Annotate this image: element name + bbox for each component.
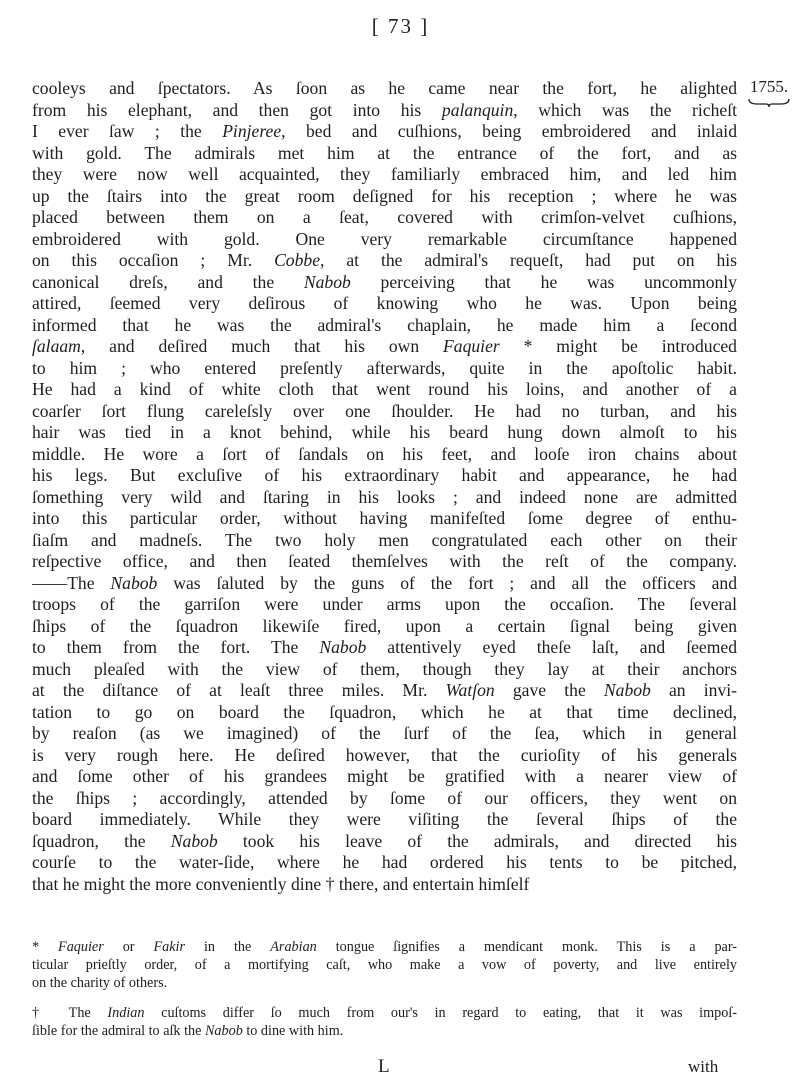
italic-text: Arabian — [270, 939, 317, 955]
text-run: was ſaluted by the guns of the fort ; and all the officers and — [157, 572, 737, 593]
italic-text: Pinjeree — [222, 121, 282, 141]
body-line — [32, 594, 737, 616]
signature-mark: L — [378, 1056, 390, 1077]
text-run: He had a kind of white cloth that went round his loins, and another of a — [32, 379, 737, 399]
body-line — [32, 143, 737, 165]
text-run: ſquadron, the — [32, 830, 171, 851]
body-line — [32, 788, 737, 810]
text-run: canonical dreſs, and the — [32, 271, 304, 292]
text-run: attentively eyed theſe laſt, and ſeemed — [366, 637, 737, 657]
body-line — [32, 186, 737, 208]
text-run: , and deſired much that his own — [80, 336, 444, 356]
footnote-line — [32, 938, 737, 956]
text-run: took his leave of the admirals, and directed his — [217, 830, 737, 851]
text-run: † The — [32, 1005, 108, 1021]
body-line — [32, 293, 737, 315]
footnote-line — [32, 956, 737, 974]
body-line — [32, 487, 737, 509]
body-line — [32, 444, 737, 466]
body-line — [32, 164, 737, 186]
italic-text: Fakir — [153, 939, 186, 955]
text-run: at the diſtance of at leaſt three miles. Mr. — [32, 680, 446, 700]
text-run: ſhips of the ſquadron likewiſe fired, upon a certain ſignal being given — [32, 615, 737, 636]
page-number: [ 73 ] — [371, 14, 430, 38]
text-run: or — [103, 939, 154, 955]
footnote-line — [32, 1004, 737, 1022]
text-run: perceiving that he was uncommonly — [350, 271, 737, 292]
brace-icon — [747, 98, 791, 108]
body-line — [32, 616, 737, 638]
italic-text: Nabob — [110, 572, 158, 593]
text-run: ——The — [32, 572, 111, 593]
body-line — [32, 573, 737, 595]
body-line — [32, 315, 737, 337]
footnote — [32, 1004, 737, 1040]
body-line — [32, 250, 737, 272]
body-line — [32, 422, 737, 444]
body-line — [32, 379, 737, 401]
text-run: , at the admiral's requeſt, had put on his — [320, 250, 737, 270]
text-run: board immediately. While they were viſiting the ſeveral ſhips of the — [32, 809, 737, 829]
body-line — [32, 874, 737, 896]
text-run: on this occaſion ; Mr. — [32, 250, 275, 270]
text-run: middle. He wore a ſort of ſandals on his feet, and looſe iron chains about — [32, 443, 737, 464]
text-run: they were now well acquainted, they familiarly embraced him, and led him — [32, 164, 737, 184]
text-run: ſible for the admiral to aſk the — [32, 1023, 205, 1039]
text-run: gave the — [494, 680, 604, 700]
text-run: * — [32, 939, 59, 955]
text-run: from his elephant, and then got into his — [32, 99, 442, 120]
text-run: cooleys and ſpectators. As ſoon as he came near the fort, he alighted — [32, 78, 737, 98]
body-line — [32, 659, 737, 681]
text-run: embroidered with gold. One very remarkable circumſtance happened — [32, 228, 737, 249]
italic-text: palanquin — [441, 99, 514, 120]
footnotes — [32, 938, 737, 1040]
body-line — [32, 745, 737, 767]
body-line — [32, 852, 737, 874]
body-line — [32, 272, 737, 294]
text-run: * might be introduced — [499, 336, 737, 356]
italic-text: Nabob — [204, 1023, 243, 1039]
body-line — [32, 100, 737, 122]
italic-text: Faquier — [58, 939, 104, 955]
text-run: cuſtoms differ ſo much from our's in regard to eating, that it was impoſ- — [144, 1005, 737, 1021]
text-run: on the charity of others. — [32, 975, 168, 991]
body-line — [32, 207, 737, 229]
text-run: to him ; who entered preſently afterwards, quite in the apoſtolic habit. — [32, 357, 737, 378]
body-line — [32, 831, 737, 853]
body-line — [32, 530, 737, 552]
text-run: troops of the garriſon were under arms upon the occaſion. The ſeveral — [32, 594, 737, 614]
text-run: placed between them on a ſeat, covered with crimſon-velvet cuſhions, — [32, 207, 737, 227]
body-line — [32, 78, 737, 100]
italic-text: Nabob — [603, 680, 651, 700]
text-run: coarſer ſort flung careleſsly over one ſhoulder. He had no turban, and his — [32, 400, 737, 421]
body-line — [32, 702, 737, 724]
text-run: ſomething very wild and ſtaring in his looks ; and indeed none are admitted — [32, 486, 737, 507]
body-line — [32, 336, 737, 358]
text-run: with gold. The admirals met him at the entrance of the fort, and as — [32, 142, 737, 163]
body-line — [32, 121, 737, 143]
body-line — [32, 766, 737, 788]
text-run: , which was the richeſt — [513, 99, 737, 120]
text-run: up the ſtairs into the great room deſigned for his reception ; where he was — [32, 185, 737, 206]
italic-text: Faquier — [443, 336, 500, 356]
text-run: into this particular order, without having manifeſted ſome degree of enthu- — [32, 508, 737, 528]
footnote-line — [32, 974, 737, 992]
text-run: hair was tied in a knot behind, while his beard hung down almoſt to his — [32, 422, 737, 442]
footnote-line — [32, 1022, 737, 1040]
text-run: in the — [185, 939, 271, 955]
body-line — [32, 401, 737, 423]
body-text — [32, 78, 737, 895]
body-line — [32, 229, 737, 251]
text-run: his legs. But excluſive of his extraordinary habit and appearance, he had — [32, 465, 737, 485]
text-run: I ever ſaw ; the — [32, 121, 223, 141]
text-run: much pleaſed with the view of them, though they lay at their anchors — [32, 658, 737, 679]
catchword: with — [688, 1057, 719, 1076]
text-run: ſiaſm and madneſs. The two holy men congratulated each other on their — [32, 529, 737, 550]
body-line — [32, 680, 737, 702]
text-run: informed that he was the admiral's chaplain, he made him a ſecond — [32, 314, 737, 335]
text-run: tongue ſignifies a mendicant monk. This is a par- — [316, 939, 737, 955]
footnote — [32, 938, 737, 992]
body-line — [32, 465, 737, 487]
text-run: by reaſon (as we imagined) of the ſurf of the ſea, which in general — [32, 723, 737, 743]
text-run: to dine with him. — [242, 1023, 344, 1039]
italic-text: Nabob — [303, 271, 351, 292]
text-run: courſe to the water-ſide, where he had ordered his tents to be pitched, — [32, 852, 737, 872]
italic-text: Indian — [107, 1005, 145, 1021]
text-run: tation to go on board the ſquadron, which he at that time declined, — [32, 701, 737, 722]
body-line — [32, 637, 737, 659]
italic-text: ſalaam — [32, 336, 81, 356]
year-label: 1755. — [749, 77, 789, 96]
body-line — [32, 809, 737, 831]
text-run: attired, ſeemed very deſirous of knowing who he was. Upon being — [32, 293, 737, 313]
italic-text: Nabob — [170, 830, 218, 851]
text-run: ticular prieſtly order, of a mortifying caſt, who make a vow of poverty, and live entirely — [32, 957, 737, 973]
margin-year — [740, 77, 798, 108]
body-line — [32, 508, 737, 530]
text-run: the ſhips ; accordingly, attended by ſome of our officers, they went on — [32, 787, 737, 808]
text-run: , bed and cuſhions, being embroidered and inlaid — [281, 121, 737, 141]
body-line — [32, 723, 737, 745]
text-run: and ſome other of his grandees might be gratified with a nearer view of — [32, 766, 737, 786]
text-run: an invi- — [650, 680, 737, 700]
text-run: to them from the fort. The — [32, 637, 320, 657]
italic-text: Cobbe — [274, 250, 320, 270]
italic-text: Watſon — [445, 680, 495, 700]
body-line — [32, 358, 737, 380]
text-run: is very rough here. He deſired however, that the curioſity of his generals — [32, 744, 737, 765]
body-line — [32, 551, 737, 573]
text-run: reſpective office, and then ſeated themſelves with the reſt of the company. — [32, 551, 737, 571]
text-run: that he might the more conveniently dine † there, and entertain himſelf — [32, 873, 530, 894]
italic-text: Nabob — [319, 637, 367, 657]
